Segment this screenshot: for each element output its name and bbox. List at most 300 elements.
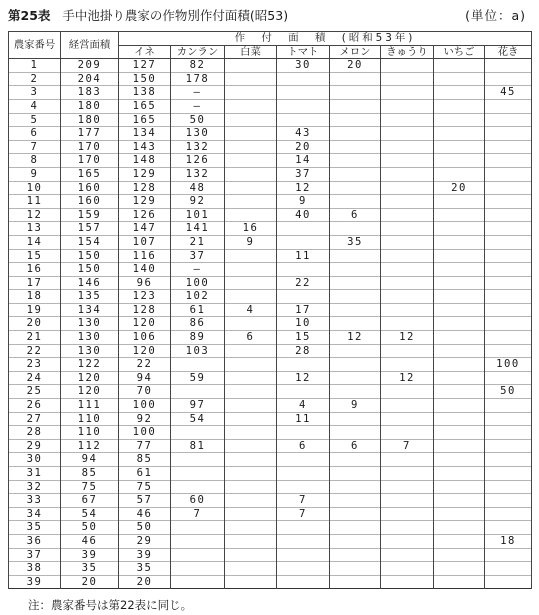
table-cell: [277, 426, 330, 440]
table-row: [9, 127, 532, 141]
table-cell: —: [171, 86, 225, 100]
table-row: [9, 371, 532, 385]
table-row: [9, 426, 532, 440]
table-cell: 35: [9, 521, 61, 535]
table-cell: 9: [225, 235, 277, 249]
table-cell: 15: [9, 249, 61, 263]
table-cell: [434, 235, 485, 249]
table-cell: 140: [119, 263, 171, 277]
table-cell: 4: [9, 99, 61, 113]
table-cell: [277, 99, 330, 113]
table-cell: [485, 467, 532, 481]
table-cell: [381, 399, 434, 413]
table-cell: 36: [9, 534, 61, 548]
table-cell: 12: [381, 331, 434, 345]
table-cell: [434, 439, 485, 453]
table-cell: [485, 263, 532, 277]
table-cell: [171, 562, 225, 576]
table-cell: [381, 303, 434, 317]
table-cell: [434, 480, 485, 494]
table-cell: [485, 317, 532, 331]
table-cell: 28: [9, 426, 61, 440]
table-cell: 25: [9, 385, 61, 399]
table-cell: [485, 154, 532, 168]
table-cell: [225, 385, 277, 399]
table-cell: 7: [277, 494, 330, 508]
table-cell: 20: [330, 59, 381, 73]
table-cell: [381, 358, 434, 372]
table-cell: [381, 181, 434, 195]
table-cell: [225, 344, 277, 358]
table-cell: 100: [119, 399, 171, 413]
table-cell: 4: [225, 303, 277, 317]
table-cell: [277, 86, 330, 100]
table-row: [9, 290, 532, 304]
table-cell: 120: [119, 344, 171, 358]
table-cell: [330, 317, 381, 331]
table-cell: [330, 385, 381, 399]
table-cell: [225, 72, 277, 86]
footnote: 注：農家番号は第22表に同じ。: [28, 598, 193, 612]
table-cell: 37: [277, 167, 330, 181]
table-cell: [381, 575, 434, 589]
table-row: [9, 99, 532, 113]
table-row: [9, 467, 532, 481]
table-cell: 94: [119, 371, 171, 385]
table-cell: [171, 548, 225, 562]
table-cell: [171, 467, 225, 481]
table-cell: [485, 426, 532, 440]
table-cell: 12: [381, 371, 434, 385]
table-cell: [171, 534, 225, 548]
table-cell: [434, 140, 485, 154]
table-row: [9, 575, 532, 589]
table-cell: [277, 358, 330, 372]
table-cell: 22: [277, 276, 330, 290]
table-cell: [381, 167, 434, 181]
table-cell: 130: [171, 127, 225, 141]
table-row: [9, 263, 532, 277]
table-cell: 21: [9, 331, 61, 345]
table-cell: 30: [9, 453, 61, 467]
table-title: [8, 5, 530, 27]
table-cell: 15: [277, 331, 330, 345]
table-cell: 61: [171, 303, 225, 317]
table-cell: 178: [171, 72, 225, 86]
table-cell: 159: [61, 208, 119, 222]
table-cell: [485, 480, 532, 494]
table-cell: 39: [61, 548, 119, 562]
table-cell: 13: [9, 222, 61, 236]
table-cell: [330, 412, 381, 426]
table-cell: 9: [277, 195, 330, 209]
table-cell: 16: [9, 263, 61, 277]
table-row: [9, 249, 532, 263]
table-cell: [381, 548, 434, 562]
table-cell: [330, 276, 381, 290]
table-cell: [434, 99, 485, 113]
table-cell: 177: [61, 127, 119, 141]
header-crop-strawberry: いちご: [434, 45, 485, 59]
table-cell: [277, 113, 330, 127]
table-cell: 18: [485, 534, 532, 548]
table-cell: 77: [119, 439, 171, 453]
table-cell: 85: [61, 467, 119, 481]
table-cell: 30: [277, 59, 330, 73]
table-cell: [225, 507, 277, 521]
table-cell: 12: [9, 208, 61, 222]
table-cell: [434, 263, 485, 277]
table-cell: [330, 303, 381, 317]
table-cell: [225, 59, 277, 73]
table-row: [9, 331, 532, 345]
table-cell: [381, 113, 434, 127]
table-cell: [434, 72, 485, 86]
table-cell: [434, 426, 485, 440]
table-row: [9, 548, 532, 562]
table-cell: 157: [61, 222, 119, 236]
table-cell: 35: [61, 562, 119, 576]
table-cell: [434, 276, 485, 290]
header-area: 経営面積: [61, 32, 119, 59]
table-cell: 39: [119, 548, 171, 562]
table-cell: 134: [61, 303, 119, 317]
table-row: [9, 521, 532, 535]
table-cell: 45: [485, 86, 532, 100]
table-row: [9, 195, 532, 209]
table-cell: [381, 195, 434, 209]
table-cell: 38: [9, 562, 61, 576]
table-cell: 146: [61, 276, 119, 290]
table-cell: 32: [9, 480, 61, 494]
header-crop-melon: メロン: [330, 45, 381, 59]
table-cell: [225, 412, 277, 426]
table-cell: [225, 399, 277, 413]
table-cell: [485, 344, 532, 358]
table-cell: 48: [171, 181, 225, 195]
header-crop-flowers: 花き: [485, 45, 532, 59]
table-row: [9, 86, 532, 100]
table-cell: 9: [9, 167, 61, 181]
table-row: [9, 181, 532, 195]
table-row: [9, 113, 532, 127]
table-cell: [381, 317, 434, 331]
table-cell: 46: [61, 534, 119, 548]
table-cell: [330, 127, 381, 141]
table-cell: 21: [171, 235, 225, 249]
table-cell: [434, 127, 485, 141]
table-cell: 7: [277, 507, 330, 521]
table-cell: 110: [61, 412, 119, 426]
table-cell: [171, 480, 225, 494]
table-cell: [171, 385, 225, 399]
table-cell: [485, 453, 532, 467]
table-cell: [485, 507, 532, 521]
table-cell: 34: [9, 507, 61, 521]
table-cell: 35: [330, 235, 381, 249]
table-cell: [434, 507, 485, 521]
table-cell: 29: [9, 439, 61, 453]
table-cell: 9: [330, 399, 381, 413]
table-cell: [330, 480, 381, 494]
table-cell: 102: [171, 290, 225, 304]
table-cell: 6: [277, 439, 330, 453]
table-cell: [434, 412, 485, 426]
table-row: [9, 453, 532, 467]
table-cell: 5: [9, 113, 61, 127]
table-cell: [330, 195, 381, 209]
table-cell: 106: [119, 331, 171, 345]
table-row: [9, 222, 532, 236]
table-cell: 8: [9, 154, 61, 168]
table-cell: [485, 195, 532, 209]
table-cell: 123: [119, 290, 171, 304]
table-cell: [381, 263, 434, 277]
table-cell: 148: [119, 154, 171, 168]
table-cell: 61: [119, 467, 171, 481]
table-cell: [381, 235, 434, 249]
table-cell: 100: [119, 426, 171, 440]
table-cell: 54: [171, 412, 225, 426]
table-cell: 27: [9, 412, 61, 426]
table-cell: [485, 290, 532, 304]
table-cell: [381, 344, 434, 358]
table-cell: [225, 534, 277, 548]
table-cell: 94: [61, 453, 119, 467]
table-cell: [485, 235, 532, 249]
table-cell: —: [171, 263, 225, 277]
table-cell: [225, 371, 277, 385]
table-cell: [381, 480, 434, 494]
table-body: [9, 59, 532, 589]
table-cell: [381, 385, 434, 399]
table-cell: 209: [61, 59, 119, 73]
table-cell: 180: [61, 99, 119, 113]
table-cell: 111: [61, 399, 119, 413]
table-cell: [330, 467, 381, 481]
table-cell: 160: [61, 181, 119, 195]
table-cell: [485, 303, 532, 317]
table-cell: [330, 494, 381, 508]
table-cell: [381, 412, 434, 426]
table-cell: 39: [9, 575, 61, 589]
table-row: [9, 507, 532, 521]
table-cell: 12: [277, 181, 330, 195]
table-cell: [330, 167, 381, 181]
table-row: [9, 167, 532, 181]
table-cell: 23: [9, 358, 61, 372]
table-cell: [381, 222, 434, 236]
table-cell: 141: [171, 222, 225, 236]
table-cell: [381, 467, 434, 481]
table-cell: [485, 113, 532, 127]
table-cell: [171, 358, 225, 372]
crop-area-table: [8, 31, 532, 589]
table-cell: 46: [119, 507, 171, 521]
table-cell: 35: [119, 562, 171, 576]
table-cell: 22: [9, 344, 61, 358]
table-cell: [485, 181, 532, 195]
table-cell: [485, 412, 532, 426]
table-cell: [277, 521, 330, 535]
table-cell: [485, 371, 532, 385]
table-cell: [434, 167, 485, 181]
table-cell: [434, 575, 485, 589]
table-cell: [485, 208, 532, 222]
table-number: 第25表: [8, 8, 51, 23]
table-cell: [485, 575, 532, 589]
table-cell: 120: [119, 317, 171, 331]
table-cell: [434, 467, 485, 481]
table-cell: [277, 467, 330, 481]
table-row: [9, 208, 532, 222]
table-cell: [381, 208, 434, 222]
table-cell: [277, 453, 330, 467]
table-cell: [171, 426, 225, 440]
table-cell: 126: [171, 154, 225, 168]
table-cell: [330, 263, 381, 277]
table-cell: 165: [61, 167, 119, 181]
table-cell: [330, 562, 381, 576]
table-cell: [171, 575, 225, 589]
table-cell: 150: [61, 263, 119, 277]
table-cell: [225, 249, 277, 263]
table-cell: [381, 140, 434, 154]
table-cell: 180: [61, 113, 119, 127]
table-cell: [381, 276, 434, 290]
table-cell: [434, 86, 485, 100]
table-cell: [330, 154, 381, 168]
table-cell: 100: [485, 358, 532, 372]
table-cell: [381, 426, 434, 440]
table-cell: [434, 113, 485, 127]
table-cell: 10: [9, 181, 61, 195]
table-cell: 86: [171, 317, 225, 331]
table-cell: 128: [119, 303, 171, 317]
table-cell: 6: [330, 439, 381, 453]
table-cell: [225, 99, 277, 113]
table-cell: 92: [171, 195, 225, 209]
table-cell: 183: [61, 86, 119, 100]
table-cell: [381, 154, 434, 168]
table-cell: [225, 548, 277, 562]
table-row: [9, 439, 532, 453]
table-cell: 11: [277, 412, 330, 426]
table-cell: [434, 195, 485, 209]
table-cell: 138: [119, 86, 171, 100]
table-cell: 4: [277, 399, 330, 413]
table-cell: [434, 562, 485, 576]
table-cell: 59: [171, 371, 225, 385]
table-cell: [485, 439, 532, 453]
table-row: [9, 72, 532, 86]
table-cell: [330, 521, 381, 535]
table-cell: [330, 344, 381, 358]
table-cell: 120: [61, 385, 119, 399]
table-cell: [225, 208, 277, 222]
table-cell: [381, 507, 434, 521]
table-cell: 129: [119, 167, 171, 181]
table-cell: [330, 534, 381, 548]
table-cell: 154: [61, 235, 119, 249]
table-cell: 127: [119, 59, 171, 73]
table-cell: [225, 127, 277, 141]
table-cell: [225, 521, 277, 535]
table-cell: [225, 453, 277, 467]
table-cell: 50: [119, 521, 171, 535]
table-cell: [434, 385, 485, 399]
table-cell: [225, 426, 277, 440]
table-cell: 96: [119, 276, 171, 290]
table-cell: [225, 562, 277, 576]
table-cell: [485, 72, 532, 86]
table-cell: [225, 86, 277, 100]
table-cell: 129: [119, 195, 171, 209]
header-crop-cucumber: きゅうり: [381, 45, 434, 59]
table-cell: [225, 181, 277, 195]
table-cell: 150: [119, 72, 171, 86]
table-cell: 26: [9, 399, 61, 413]
table-cell: [330, 86, 381, 100]
table-cell: [434, 249, 485, 263]
table-cell: 92: [119, 412, 171, 426]
table-cell: [330, 72, 381, 86]
header-planting-area: 作 付 面 積 (昭和53年): [119, 32, 532, 46]
table-cell: [434, 59, 485, 73]
table-cell: [330, 222, 381, 236]
table-cell: [434, 331, 485, 345]
table-cell: [434, 548, 485, 562]
table-cell: [225, 467, 277, 481]
table-cell: 12: [277, 371, 330, 385]
table-cell: 132: [171, 167, 225, 181]
table-row: [9, 317, 532, 331]
table-row: [9, 358, 532, 372]
table-cell: 17: [277, 303, 330, 317]
table-cell: [381, 534, 434, 548]
table-cell: 120: [61, 371, 119, 385]
table-cell: 126: [119, 208, 171, 222]
table-row: [9, 59, 532, 73]
table-cell: 6: [330, 208, 381, 222]
table-cell: 20: [9, 317, 61, 331]
header-crop-rice: イネ: [119, 45, 171, 59]
table-row: [9, 534, 532, 548]
table-cell: 82: [171, 59, 225, 73]
table-cell: [225, 439, 277, 453]
table-row: [9, 480, 532, 494]
table-row: [9, 385, 532, 399]
table-cell: [225, 317, 277, 331]
table-cell: [434, 344, 485, 358]
table-cell: [330, 453, 381, 467]
table-cell: 112: [61, 439, 119, 453]
table-cell: 10: [277, 317, 330, 331]
table-cell: [434, 317, 485, 331]
table-row: [9, 303, 532, 317]
table-cell: [225, 358, 277, 372]
table-cell: [485, 331, 532, 345]
table-cell: 11: [9, 195, 61, 209]
table-cell: 18: [9, 290, 61, 304]
table-cell: [225, 154, 277, 168]
table-cell: 101: [171, 208, 225, 222]
table-cell: [434, 303, 485, 317]
table-cell: [225, 480, 277, 494]
table-cell: 122: [61, 358, 119, 372]
table-cell: [330, 507, 381, 521]
table-cell: [485, 399, 532, 413]
